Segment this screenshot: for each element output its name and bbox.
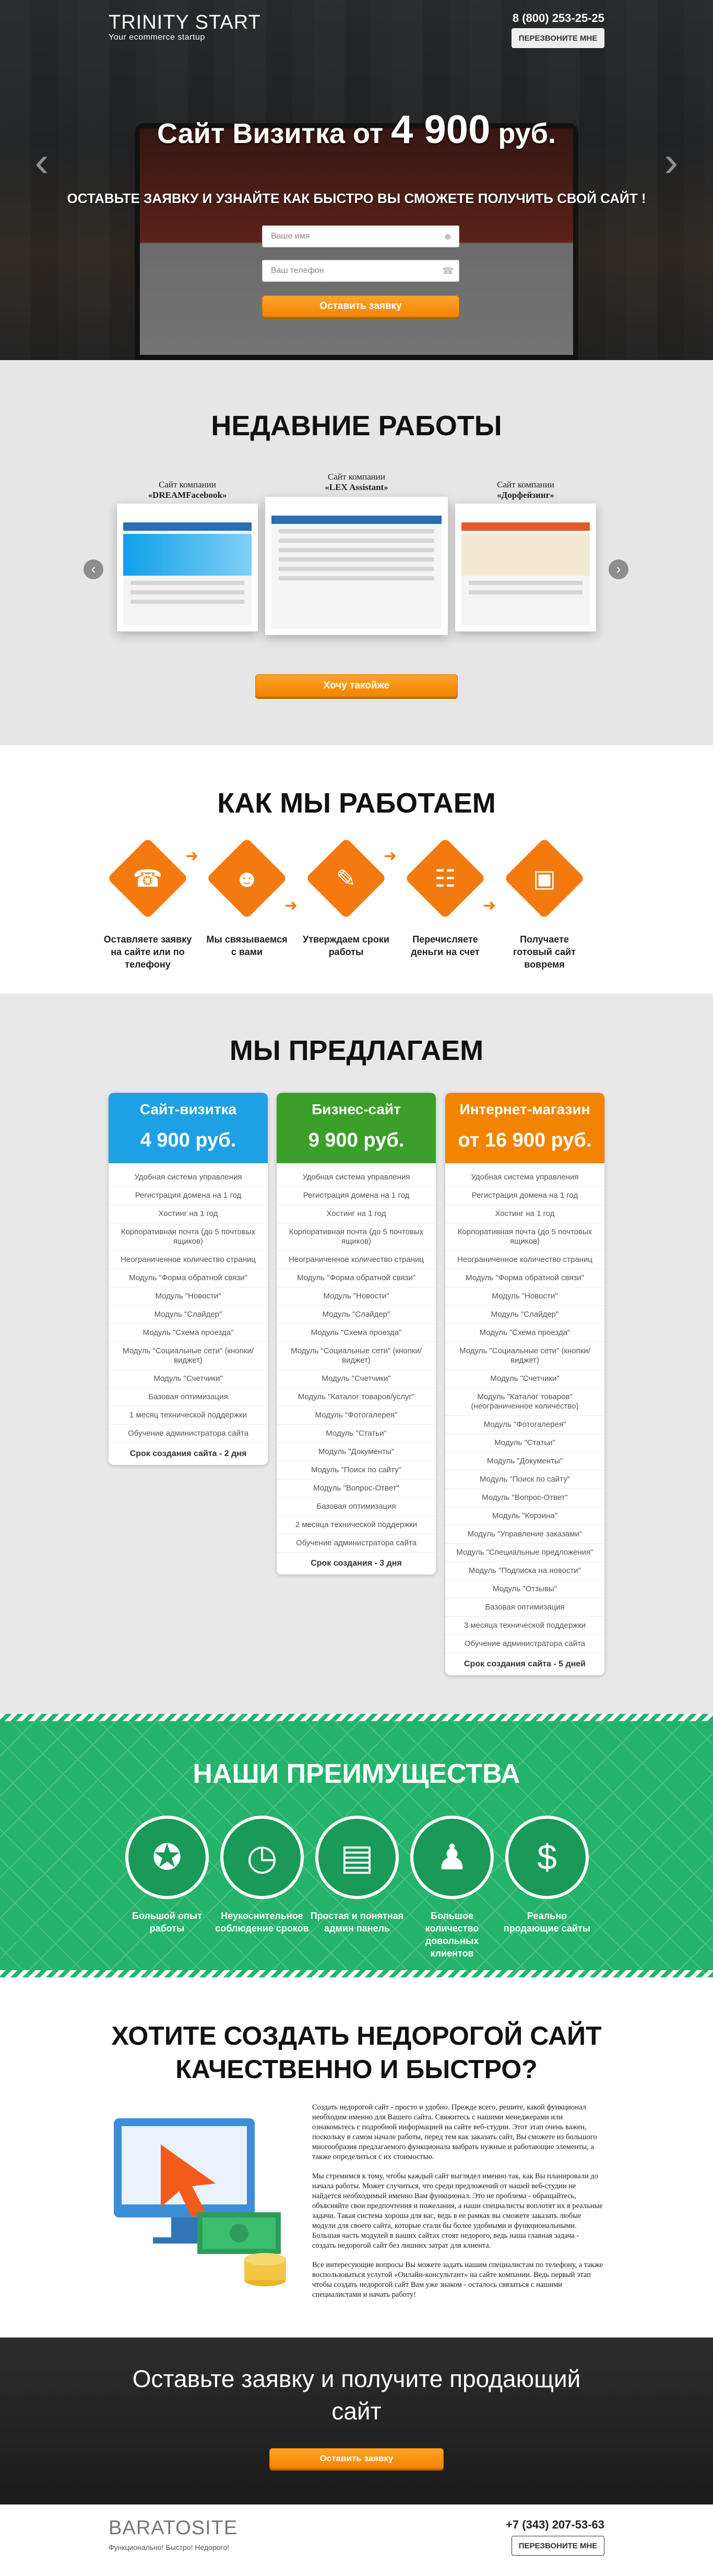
plan-feature: Модуль "Форма обратной связи" xyxy=(445,1269,604,1287)
chevron-right-icon[interactable]: › xyxy=(664,138,679,185)
plan-feature-list xyxy=(109,1163,268,1443)
pricing-plan xyxy=(277,1093,436,1575)
plan-feature: Регистрация домена на 1 год xyxy=(277,1187,436,1205)
plan-feature: Модуль "Схема проезда" xyxy=(109,1324,268,1342)
cheap-site-section xyxy=(0,1977,713,2338)
plan-feature: Базовая оптимизация xyxy=(445,1599,604,1617)
plan-term: Срок создания сайта - 5 дней xyxy=(464,1660,586,1668)
footer-tagline: Функционально! Быстро! Недорого! xyxy=(109,2543,230,2551)
plan-feature: Модуль "Документы" xyxy=(277,1443,436,1461)
coins-icon: $ xyxy=(505,1816,589,1899)
plan-feature: Модуль "Новости" xyxy=(109,1287,268,1306)
footer-callback-button[interactable]: ПЕРЕЗВОНИТЕ МНЕ xyxy=(512,2536,604,2556)
plan-feature: Модуль "Форма обратной связи" xyxy=(277,1269,436,1287)
recent-works-section xyxy=(0,360,713,745)
plan-feature: Модуль "Документы" xyxy=(445,1452,604,1471)
cta-submit-button[interactable]: Оставить заявку xyxy=(269,2448,444,2469)
plan-feature: Обучение администратора сайта xyxy=(445,1635,604,1653)
advantages-section xyxy=(0,1714,713,1977)
portfolio-item[interactable]: Сайт компании «LEX Assistant» xyxy=(265,497,448,635)
footer xyxy=(0,2505,713,2576)
plan-feature: 1 месяц технической поддержки xyxy=(109,1406,268,1425)
hero-subtitle: ОСТАВЬТЕ ЗАЯВКУ И УЗНАЙТЕ КАК БЫСТРО ВЫ СМОЖЕТЕ ПОЛУЧИТЬ СВОЙ САЙТ ! xyxy=(67,190,646,206)
monitor-icon: ▣ xyxy=(533,865,556,892)
hero-section xyxy=(0,0,713,360)
plan-feature: Модуль "Корзина" xyxy=(445,1507,604,1525)
advantage-label: Большой опыт работы xyxy=(132,1911,203,1934)
arrow-icon: ➜ xyxy=(483,897,496,914)
step-label: Мы связываемся с вами xyxy=(206,934,288,957)
plan-feature: Модуль "Слайдер" xyxy=(109,1306,268,1324)
admin-panel-icon: ▤ xyxy=(315,1816,399,1899)
plan-feature: Модуль "Каталог товаров/услуг" xyxy=(277,1388,436,1406)
section-title: ХОТИТЕ СОЗДАТЬ НЕДОРОГОЙ САЙТ КАЧЕСТВЕННО И БЫСТРО? xyxy=(111,2021,602,2084)
plan-feature: Обучение администратора сайта xyxy=(109,1425,268,1443)
plan-feature: Хостинг на 1 год xyxy=(445,1205,604,1223)
plan-feature: Корпоративная почта (до 5 почтовых ящиков) xyxy=(277,1223,436,1251)
plan-name: Интернет-магазин xyxy=(459,1101,590,1117)
plan-feature: Модуль "Поиск по сайту" xyxy=(445,1471,604,1489)
plan-feature: Модуль "Новости" xyxy=(445,1287,604,1306)
plan-feature: Модуль "Статьи" xyxy=(277,1425,436,1443)
slider-prev-button[interactable]: ‹ xyxy=(84,559,103,579)
slider-next-button[interactable]: › xyxy=(609,559,628,579)
money-icon: ☷ xyxy=(434,865,456,892)
user-icon: ☻ xyxy=(443,231,453,242)
how-we-work-section xyxy=(0,745,713,994)
section-title: НЕДАВНИЕ РАБОТЫ xyxy=(211,410,502,442)
cta-title: Оставьте заявку и получите продающий сайт xyxy=(132,2365,581,2425)
plan-header xyxy=(445,1093,604,1163)
logo-subtitle: Your ecommerce startup xyxy=(109,33,205,42)
step-label: Перечисляете деньги на счет xyxy=(411,934,480,957)
plan-feature: Модуль "Отзывы" xyxy=(445,1580,604,1599)
plan-feature: Модуль "Схема проезда" xyxy=(445,1324,604,1342)
plan-term: Срок создания сайта - 2 дня xyxy=(129,1449,247,1458)
phone-icon: ☎ xyxy=(133,865,163,892)
plan-feature: Удобная система управления xyxy=(445,1168,604,1187)
footer-phone[interactable]: +7 (343) 207-53-63 xyxy=(506,2518,604,2531)
advantage-label: Простая и понятная админ панель xyxy=(310,1911,404,1934)
footer-logo[interactable]: BARATOSITE xyxy=(109,2517,238,2539)
plan-feature: Модуль "Слайдер" xyxy=(445,1306,604,1324)
plan-header xyxy=(109,1093,268,1163)
arrow-icon: ➜ xyxy=(384,848,397,865)
plan-feature: Модуль "Вопрос-Ответ" xyxy=(277,1480,436,1498)
section-title: КАК МЫ РАБОТАЕМ xyxy=(217,788,496,819)
plan-feature: Модуль "Статьи" xyxy=(445,1434,604,1452)
document-icon: ✎ xyxy=(336,865,356,892)
plan-feature-list xyxy=(445,1163,604,1653)
plan-feature: Модуль "Поиск по сайту" xyxy=(277,1461,436,1480)
plan-name: Сайт-визитка xyxy=(139,1101,237,1117)
plan-feature: Хостинг на 1 год xyxy=(109,1205,268,1223)
plan-price: 4 900 руб. xyxy=(140,1129,236,1151)
plan-feature: Модуль "Новости" xyxy=(277,1287,436,1306)
clock-icon: ◷ xyxy=(220,1816,304,1899)
want-same-button[interactable]: Хочу такойже xyxy=(255,674,458,697)
logo-title: TRINITY START xyxy=(109,11,261,33)
plan-feature: Неограниченное количество страниц xyxy=(277,1251,436,1269)
portfolio-item[interactable]: Сайт компании «Дорфейзинг» xyxy=(455,504,596,631)
plan-term: Срок создания - 3 дня xyxy=(311,1559,402,1568)
plan-price: от 16 900 руб. xyxy=(458,1129,592,1151)
arrow-icon: ➜ xyxy=(284,897,298,914)
portfolio-item[interactable]: Сайт компании «DREAMFacebook» xyxy=(117,504,258,631)
award-icon: ✪ xyxy=(125,1816,209,1899)
plan-feature: Регистрация домена на 1 год xyxy=(109,1187,268,1205)
plan-feature: Модуль "Счетчики" xyxy=(109,1370,268,1388)
phone-icon: ☎ xyxy=(442,266,454,276)
plan-feature-list xyxy=(277,1163,436,1553)
pricing-plan xyxy=(445,1093,604,1675)
hero-title: Сайт Визитка от 4 900 руб. xyxy=(157,108,556,152)
plan-feature: Корпоративная почта (до 5 почтовых ящиков) xyxy=(445,1223,604,1251)
plan-feature: Модуль "Счетчики" xyxy=(277,1370,436,1388)
plan-feature: Модуль "Социальные сети" (кнопки/виджет) xyxy=(277,1342,436,1370)
plan-feature: Модуль "Социальные сети" (кнопки/виджет) xyxy=(109,1342,268,1370)
logo[interactable] xyxy=(109,11,261,42)
plan-feature: Модуль "Социальные сети" (кнопки/виджет) xyxy=(445,1342,604,1370)
plan-feature: Модуль "Специальные предложения" xyxy=(445,1544,604,1562)
plan-feature: 2 месяца технической поддержки xyxy=(277,1516,436,1534)
plan-feature: Модуль "Подписка на новости" xyxy=(445,1562,604,1580)
plan-feature: Модуль "Вопрос-Ответ" xyxy=(445,1489,604,1507)
plan-feature: Неограниченное количество страниц xyxy=(109,1251,268,1269)
plan-feature: Регистрация домена на 1 год xyxy=(445,1187,604,1205)
monitor-money-illustration xyxy=(109,2108,307,2296)
plan-feature: Удобная система управления xyxy=(109,1168,268,1187)
offer-section xyxy=(0,994,713,1714)
person-icon: ☻ xyxy=(234,865,260,892)
plan-header xyxy=(277,1093,436,1163)
plan-feature: Неограниченное количество страниц xyxy=(445,1251,604,1269)
step-label: Утверждаем сроки работы xyxy=(303,934,389,957)
section-title: МЫ ПРЕДЛАГАЕМ xyxy=(229,1035,484,1066)
clients-icon: ♟ xyxy=(410,1816,494,1899)
chevron-left-icon[interactable]: ‹ xyxy=(34,138,49,185)
pricing-plan xyxy=(109,1093,268,1465)
article-text: Создать недорогой сайт - просто и удобно. Прежде всего, решите, какой функционал необходим именно для Вашего сайта. Свяжитесь с нашими менеджерами или ознакомьтесь с подробной информацией на сайте веб-студии. Этот этап очень важен, поскольку в самом начале работы, перед тем как заказать сайт, Вы сможете из большого многообразия предлагаемого функционала выбрать нужные и работающие элементы, а также определиться с их стоимостью. Мы стремимся к тому, чтобы каждый сайт выглядел именно так, как Вы планировали до начала работы. Может случиться, что среди предложений от нашей веб-студии не найдется необходимый именно Вам функционал. Это не проблема - обращайтесь, объясняйте свои предпочтения и пожелания, а наши специалисты воплотят их в реальные задачи. Такая система хороша для вас, ведь в ее рамках вы сможете заказать любые модули для своего сайта, которые стали бы более удобными и функциональными. Большая часть модулей в наших сайтах стоят недорого, ведь наша главная задача - создать недорогой сайт без лишних затрат для клиента. Все интересующие вопросы Вы можете задать нашим специалистам по телефону, а также воспользоваться услугой «Онлайн-консультант» на сайте компании. Ведь первый этап чтобы создать недорогой сайт Вам уже знаком - осталось связаться с нашими специалистами и начать работу! xyxy=(312,2103,603,2299)
cta-section xyxy=(0,2338,713,2505)
plan-feature: Базовая оптимизация xyxy=(277,1498,436,1516)
plan-feature: Модуль "Счетчики" xyxy=(445,1370,604,1388)
plan-feature: Корпоративная почта (до 5 почтовых ящиков) xyxy=(109,1223,268,1251)
plan-feature: Удобная система управления xyxy=(277,1168,436,1187)
arrow-icon: ➜ xyxy=(185,848,199,865)
plan-price: 9 900 руб. xyxy=(308,1129,405,1151)
plan-feature: Модуль "Схема проезда" xyxy=(277,1324,436,1342)
advantage-label: Реально продающие сайты xyxy=(503,1911,591,1934)
step-label: Оставляете заявку на сайте или по телефону xyxy=(103,934,192,970)
plan-feature: Модуль "Управление заказами" xyxy=(445,1525,604,1544)
advantage-label: Большое количество довольных клиентов xyxy=(425,1911,479,1959)
plan-feature: Хостинг на 1 год xyxy=(277,1205,436,1223)
advantage-label: Неукоснительное соблюдение сроков xyxy=(215,1911,309,1934)
plan-feature: Модуль "Фотогалерея" xyxy=(277,1406,436,1425)
step-label: Получаете готовый сайт вовремя xyxy=(513,934,576,970)
callback-button[interactable]: ПЕРЕЗВОНИТЕ МНЕ xyxy=(512,28,604,48)
plan-feature: Базовая оптимизация xyxy=(109,1388,268,1406)
header-phone[interactable]: 8 (800) 253-25-25 xyxy=(512,11,604,25)
plan-feature: Обучение администратора сайта xyxy=(277,1534,436,1553)
phone-input[interactable]: Ваш телефон ☎ xyxy=(262,260,459,282)
plan-feature: Модуль "Форма обратной связи" xyxy=(109,1269,268,1287)
plan-feature: Модуль "Фотогалерея" xyxy=(445,1416,604,1434)
plan-feature: 3 месяца технической поддержки xyxy=(445,1617,604,1635)
plan-name: Бизнес-сайт xyxy=(312,1101,401,1117)
name-input[interactable]: Ваше имя ☻ xyxy=(262,225,459,247)
plan-feature: Модуль "Каталог товаров" (неограниченное количество) xyxy=(445,1388,604,1416)
submit-request-button[interactable]: Оставить заявку xyxy=(262,295,459,317)
section-title: НАШИ ПРЕИМУЩЕСТВА xyxy=(193,1759,520,1789)
plan-feature: Модуль "Слайдер" xyxy=(277,1306,436,1324)
